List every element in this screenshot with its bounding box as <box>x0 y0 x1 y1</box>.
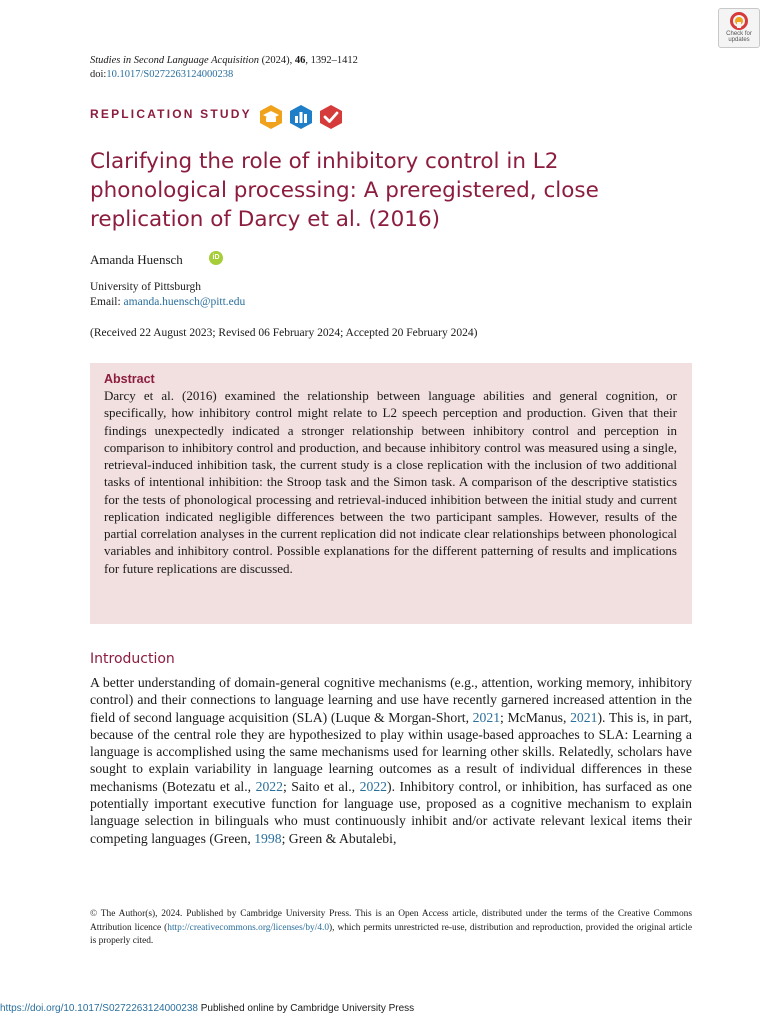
intro-text-5: ). Inhibitory control, or inhibition, has surfaced as one potentially important executive function for language use, proposed as a cognitive mechanism to explain language selection in bilinguals who must continuously inhibit and/or activate relevant lexical items their competing languages (Green, <box>90 778 692 846</box>
citation-link[interactable]: 2021 <box>472 709 501 725</box>
intro-text-3: ). This is, in part, because of the central role they are hypothesized to play within usage-based approaches to SLA: Learning a language is accomplished using the same mechanisms used for learning other skills. Relatedly, scholars have sought to explain variability in language learning outcomes as a result of individual differences in these mechanisms (Botezatu et al., <box>90 709 692 794</box>
abstract-heading: Abstract <box>104 372 155 386</box>
introduction-paragraph <box>90 674 692 847</box>
intro-text-2: ; McManus, <box>500 709 571 725</box>
page-footer <box>0 1003 414 1015</box>
article-type-label: REPLICATION STUDY <box>90 107 252 121</box>
intro-text-6: ; Green & Abutalebi, <box>281 830 397 846</box>
author-name: Amanda Huensch <box>90 252 183 267</box>
introduction-heading: Introduction <box>90 651 175 667</box>
abstract-text: Darcy et al. (2016) examined the relationship between language abilities and general cognition, or specifically, how inhibitory control might relate to L2 speech perception and production. Given that their findings unexpectedly indicated a stronger relationship between inhibitory control and perception in comparison to inhibitory control and production, and because inhibitory control was measured using a single, retrieval-induced inhibition task, the current study is a close replication with the inclusion of two additional tasks of intentional inhibition: the Stroop task and the Simon task. A comparison of the descriptive statistics for the tests of phonological processing and retrieval-induced inhibition between the initial study and current replication indicated negligible differences between the two participant samples. However, results of the partial correlation analyses in the current replication did not indicate clear relationships between phonological variables and inhibitory control. Possible explanations for the different patterning of results and implications for future replications are discussed. <box>104 388 677 576</box>
author-email-line <box>90 295 245 309</box>
license-link[interactable]: http://creativecommons.org/licenses/by/4.0 <box>167 922 330 933</box>
email-link[interactable]: amanda.huensch@pitt.edu <box>123 296 246 308</box>
journal-year: (2024), <box>258 55 295 66</box>
open-materials-badge-icon <box>258 104 284 130</box>
email-label: Email: <box>90 296 124 308</box>
open-data-badge-icon <box>288 104 314 130</box>
journal-pages: , 1392–1412 <box>305 55 358 66</box>
copyright-notice <box>90 908 692 949</box>
check-updates-icon <box>730 12 748 30</box>
footer-published: Published online by Cambridge University Press <box>197 1003 415 1014</box>
article-title: Clarifying the role of inhibitory control in L2 phonological processing: A preregistered, close replication of Darcy et al. (2016) <box>90 149 599 232</box>
doi-line <box>90 68 233 82</box>
footer-doi-link[interactable]: https://doi.org/10.1017/S0272263124000238 <box>0 1003 198 1014</box>
intro-text-4: ; Saito et al., <box>282 778 360 794</box>
preregistered-badge-icon <box>318 104 344 130</box>
copyright-text-2: ), which permits unrestricted re-use, distribution and reproduction, provided the original article is properly cited. <box>90 922 692 946</box>
orcid-icon[interactable]: iD <box>209 251 223 265</box>
doi-prefix: doi: <box>90 69 107 80</box>
check-updates-line1: Check for <box>726 31 752 37</box>
author-affiliation: University of Pittsburgh <box>90 281 201 293</box>
copyright-text-1: © The Author(s), 2024. Published by Cambridge University Press. This is an Open Access article, distributed under the terms of the Creative Commons Attribution licence ( <box>90 909 692 933</box>
journal-volume: 46 <box>294 55 306 66</box>
check-for-updates-badge[interactable] <box>718 8 760 48</box>
intro-text-1: A better understanding of domain-general cognitive mechanisms (e.g., attention, working memory, inhibitory control) and their connections to language learning and use have recently garnered increased attention in the field of second language acquisition (SLA) (Luque & Morgan-Short, <box>90 675 692 725</box>
citation-link[interactable]: 2022 <box>359 778 388 794</box>
citation-link[interactable]: 1998 <box>254 830 282 846</box>
citation-link[interactable]: 2021 <box>570 709 598 725</box>
received-dates: (Received 22 August 2023; Revised 06 February 2024; Accepted 20 February 2024) <box>90 327 478 339</box>
abstract-box <box>90 363 692 624</box>
check-updates-line2: updates <box>728 37 750 43</box>
citation-link[interactable]: 2022 <box>255 778 283 794</box>
doi-link[interactable]: 10.1017/S0272263124000238 <box>106 69 234 80</box>
journal-name: Studies in Second Language Acquisition <box>90 55 259 66</box>
journal-citation <box>90 54 358 68</box>
